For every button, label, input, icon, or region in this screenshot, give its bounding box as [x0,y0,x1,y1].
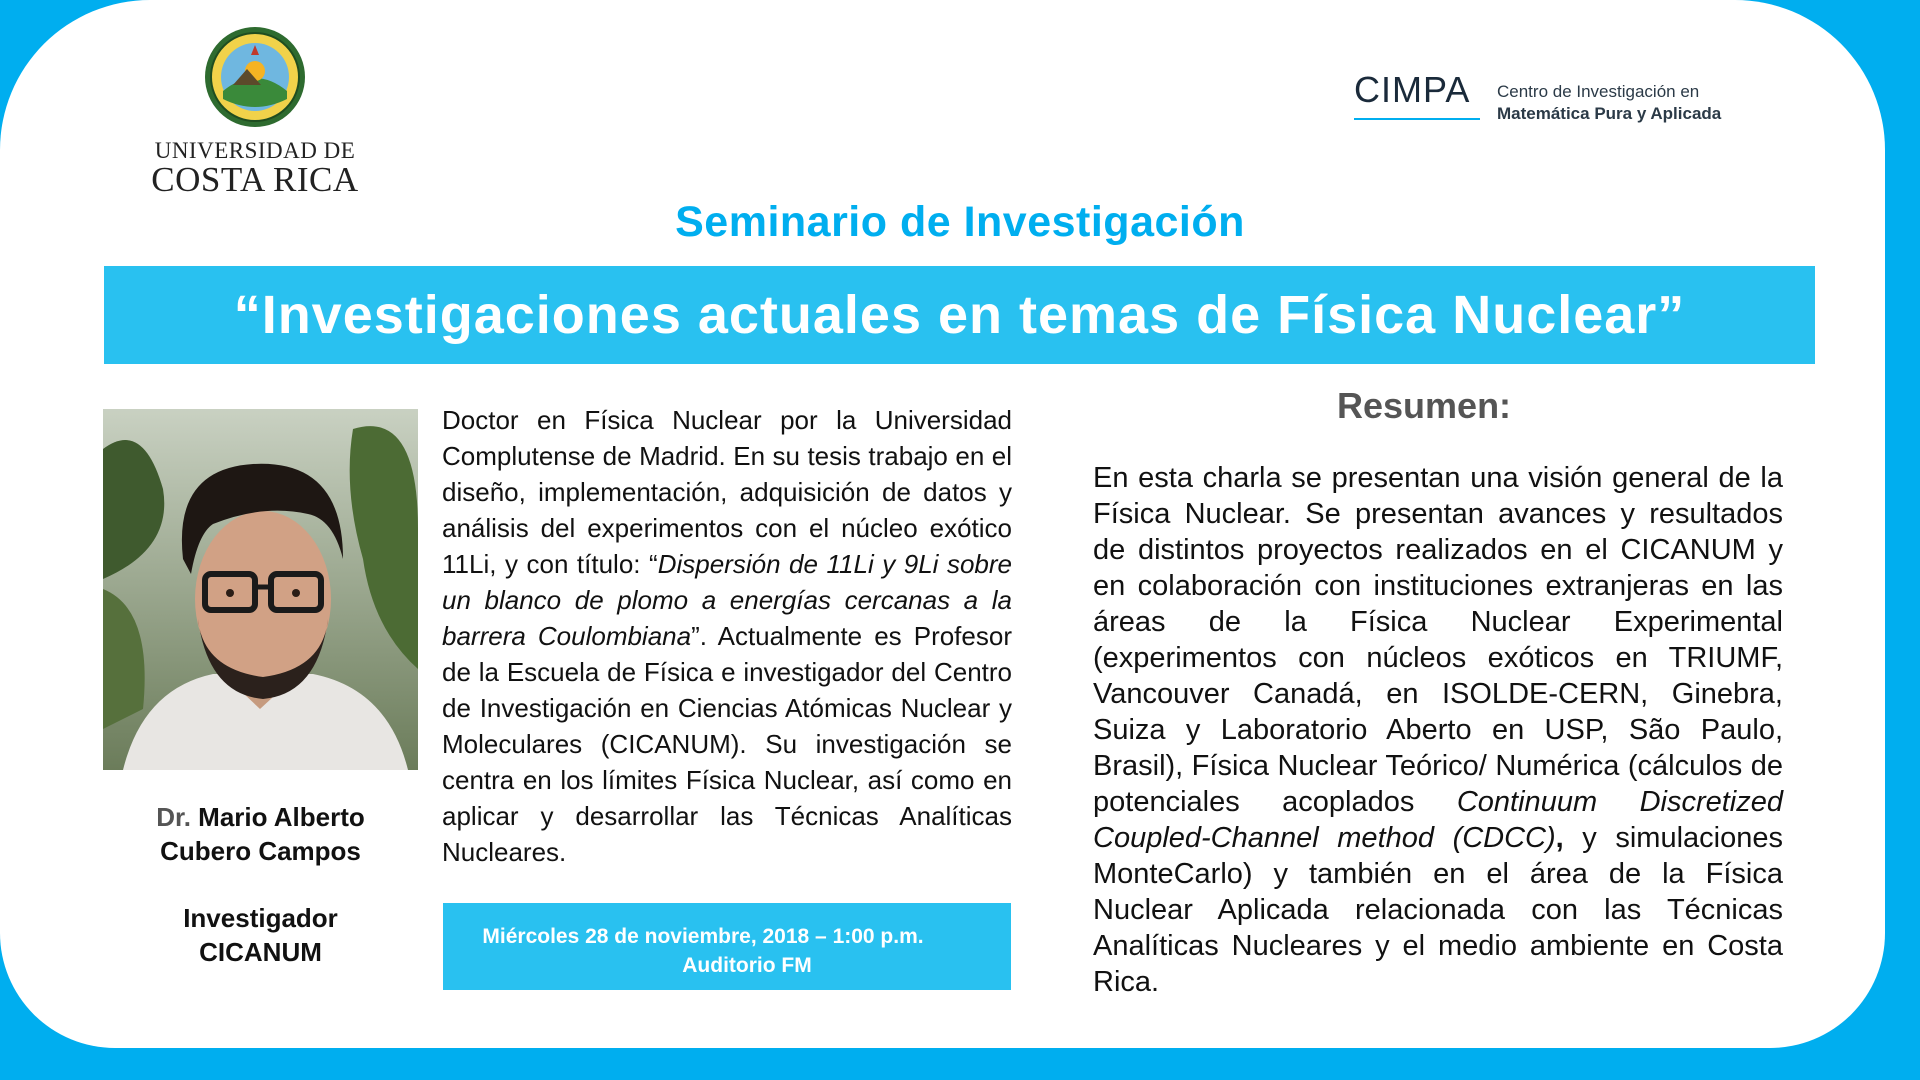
abstract-method: Continuum Discretized Coupled-Channel method (CDCC) [1093,786,1783,854]
ucr-name-line1: UNIVERSIDAD DE [154,138,356,163]
bio-part2: ”. Actualmente es Profesor de la Escuela de Física e investigador del Centro de Investigación en Ciencias Atómicas Nuclear y Moleculares (CICANUM). Su investigación se centra en los límites Física Nuclear, así como en aplicar y desarrollar las Técnicas Analíticas Nucleares. [442,621,1012,867]
ucr-logo [150,25,360,199]
talk-title: “Investigaciones actuales en temas de Física Nuclear” [233,285,1686,345]
speaker-role [103,901,418,969]
cimpa-underline [1354,118,1480,120]
speaker-prefix: Dr. [156,802,191,832]
cimpa-subtitle-line1: Centro de Investigación en [1497,82,1700,101]
event-datetime: Miércoles 28 de noviembre, 2018 – 1:00 p.m. [482,925,924,948]
abstract-part2: y simulaciones MonteCarlo) y también en el área de la Física Nuclear Aplicada relacionada con las Técnicas Analíticas Nucleares y el medio ambiente en Costa Rica. [1093,822,1783,998]
abstract-text [1093,460,1783,1000]
bio-thesis-title: Dispersión de 11Li y 9Li sobre un blanco de plomo a energías cercanas a la barrera Coulombiana [442,549,1013,651]
abstract-heading: Resumen: [1337,385,1512,426]
speaker-role-line1: Investigador [183,903,338,933]
title-banner [104,266,1815,364]
cimpa-subtitle-line2: Matemática Pura y Aplicada [1497,104,1722,123]
bio-part1: Doctor en Física Nuclear por la Universidad Complutense de Madrid. En su tesis trabajo en el diseño, implementación, adquisición de datos y análisis del experimentos con el núcleo exótico 11Li, y con título: “ [442,405,1012,579]
speaker-name [103,800,418,868]
speaker-name-part1: Mario Alberto [198,802,365,832]
ucr-name-line2: COSTA RICA [151,160,359,199]
event-venue: Auditorio FM [682,954,812,977]
speaker-bio [442,402,1012,870]
abstract-comma: , [1555,822,1564,854]
abstract-part1: En esta charla se presentan una visión general de la Física Nuclear. Se presentan avances y resultados de distintos proyectos realizados en el CICANUM y en colaboración con instituciones extranjeras en las áreas de la Física Nuclear Experimental (experimentos con núcleos exóticos en TRIUMF, Vancouver Canadá, en ISOLDE-CERN, Ginebra, Suiza y Laboratorio Aberto en USP, São Paulo, Brasil), Física Nuclear Teórico/ Numérica (cálculos de potenciales acoplados [1093,462,1783,818]
cimpa-wordmark: CIMPA [1354,69,1471,110]
speaker-role-line2: CICANUM [199,937,322,967]
university-seal-icon [203,25,307,129]
event-info-box [443,903,1011,990]
speaker-name-part2: Cubero Campos [160,836,361,866]
speaker-photo [103,409,418,770]
seminar-title: Seminario de Investigación [675,198,1245,246]
